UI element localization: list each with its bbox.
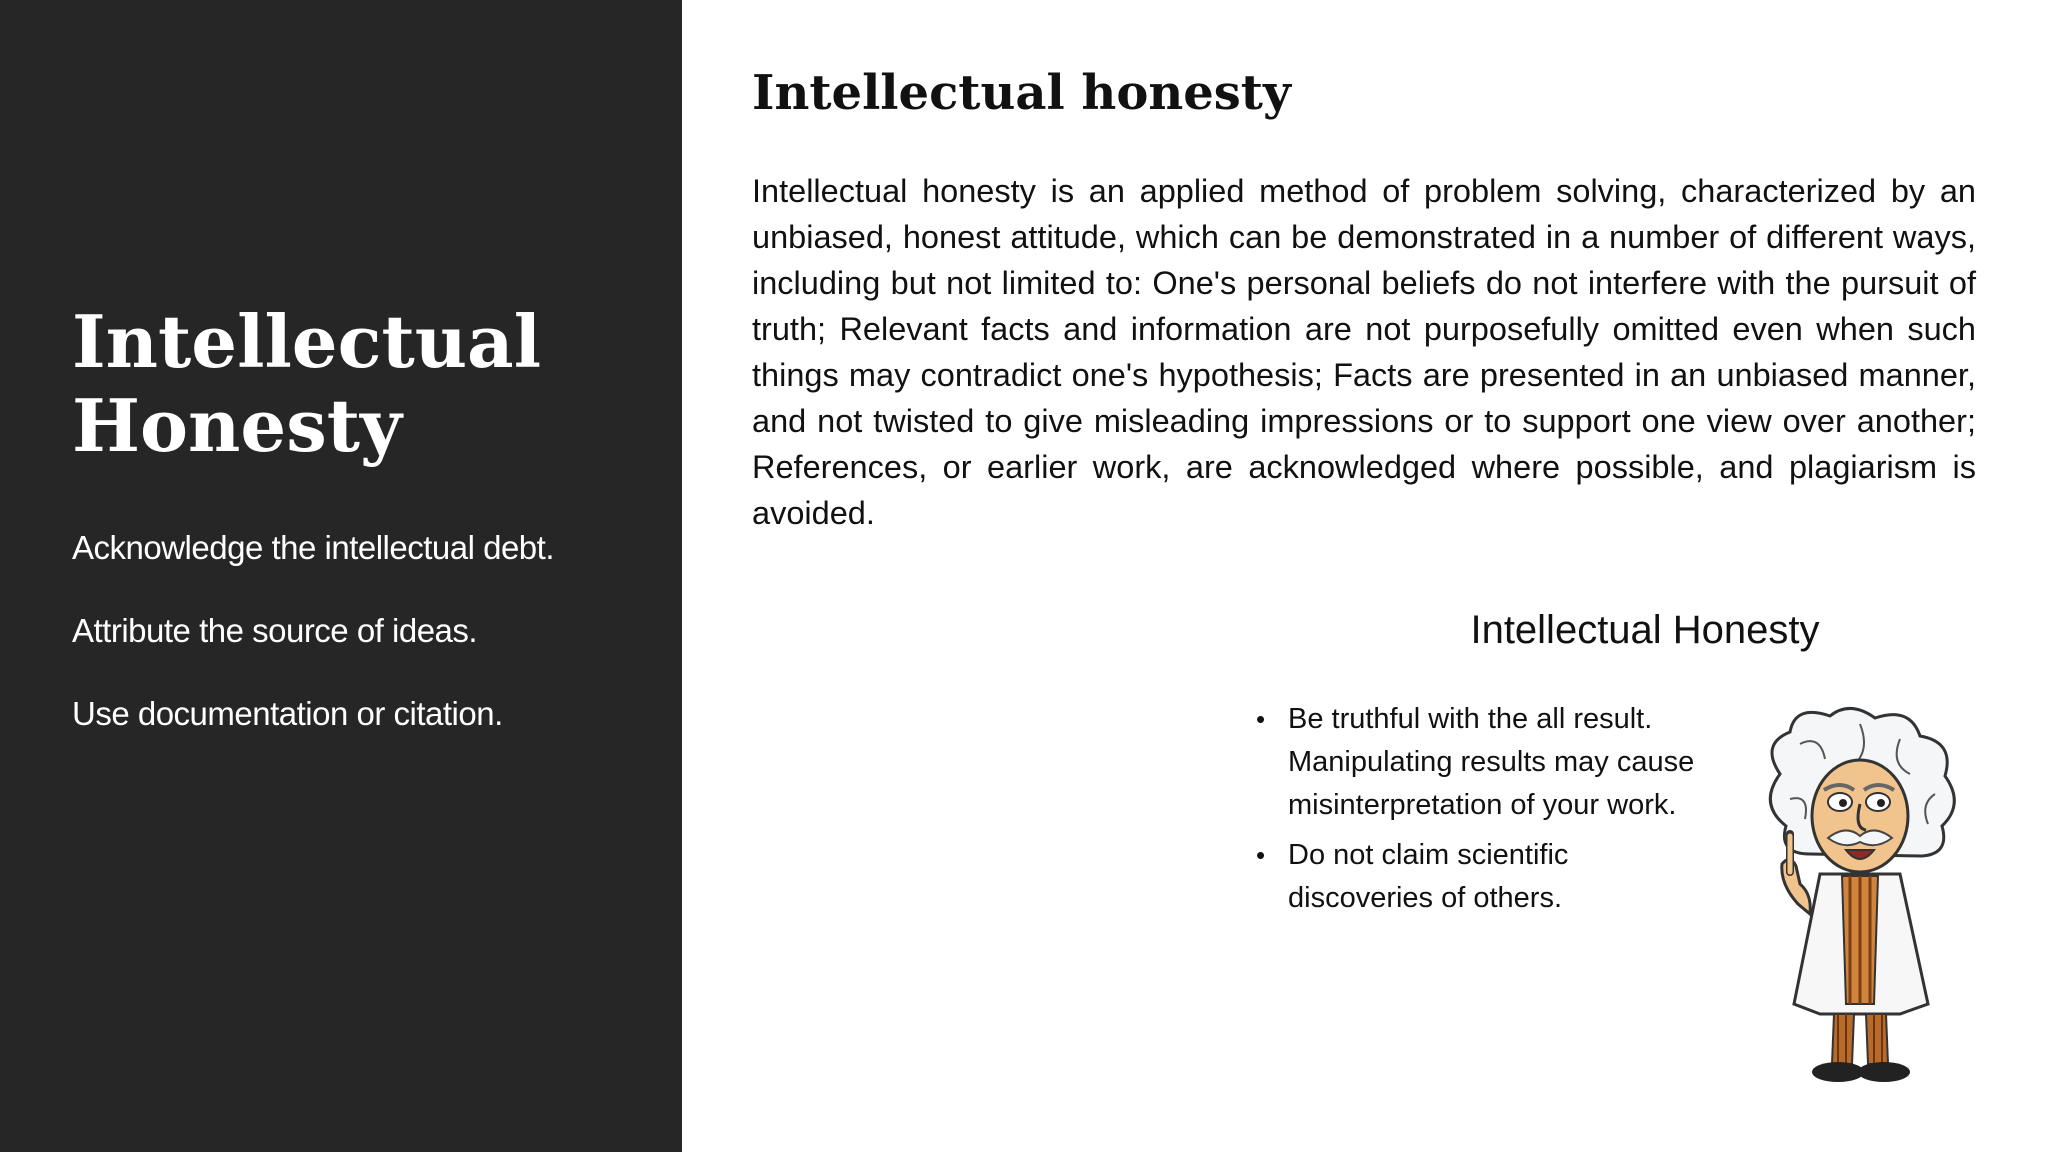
inset-image: [1240, 596, 1980, 1096]
inset-bullet: [1256, 698, 1756, 827]
bullet-dot-icon: •: [1256, 704, 1266, 734]
sidebar-points: [72, 526, 662, 775]
sidebar-panel: [0, 0, 682, 1152]
inset-title: Intellectual Honesty: [1470, 608, 1820, 652]
inset-bullet-text: Do not claim scientific discoveries of others.: [1288, 839, 1569, 914]
sidebar-point: Attribute the source of ideas.: [72, 612, 478, 649]
einstein-cartoon-icon: [1750, 704, 1970, 1094]
inset-bullet: [1256, 834, 1756, 920]
sidebar-point: Acknowledge the intellectual debt.: [72, 529, 554, 566]
main-heading: Intellectual honesty: [752, 65, 1291, 121]
main-paragraph: Intellectual honesty is an applied method of problem solving, characterized by an unbiased, honest attitude, which can be demonstrated in a number of different ways, including but not limited to: One's personal beliefs do not interfere with the pursuit of truth; Relevant facts and information are not purposefully omitted even when such things may contradict one's hypothesis; Facts are presented in an unbiased manner, and not twisted to give misleading impressions or to support one view over another; References, or earlier work, are acknowledged where possible, and plagiarism is avoided.: [752, 173, 1976, 531]
sidebar-title: Intellectual Honesty: [72, 299, 542, 468]
inset-bullet-text: Be truthful with the all result. Manipulating results may cause misinterpretation of your work.: [1288, 703, 1695, 821]
sidebar-point: Use documentation or citation.: [72, 695, 503, 732]
inset-bullet-list: [1256, 698, 1756, 927]
bullet-dot-icon: •: [1256, 840, 1266, 870]
